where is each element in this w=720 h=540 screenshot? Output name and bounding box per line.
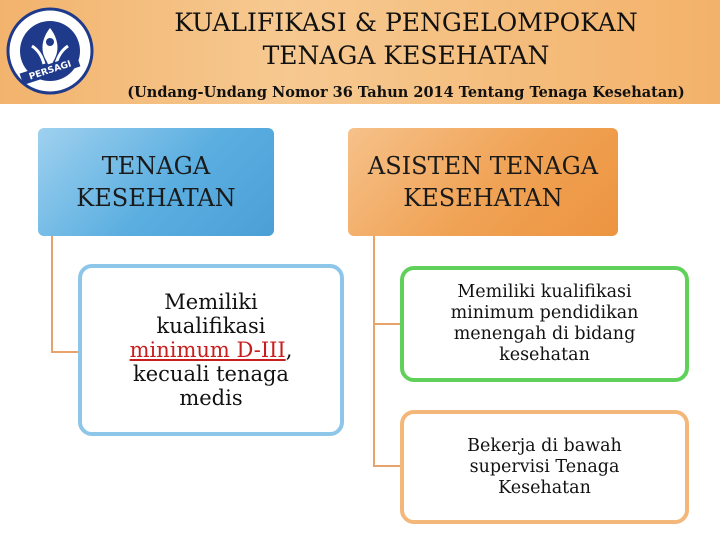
heading-left-line-2: KESEHATAN xyxy=(76,184,236,212)
heading-right-line-1: ASISTEN TENAGA xyxy=(367,152,599,180)
connector-right-2 xyxy=(374,324,400,466)
card-r1-line-4: kesehatan xyxy=(499,345,590,365)
card-r2-line-1: Bekerja di bawah xyxy=(467,435,622,456)
highlight-minimum-d3: minimum D-III xyxy=(129,338,286,362)
heading-tenaga-kesehatan xyxy=(38,128,274,236)
card-r2-line-3: Kesehatan xyxy=(498,477,591,498)
heading-right-line-2: KESEHATAN xyxy=(403,184,563,212)
heading-asisten-tenaga-kesehatan xyxy=(348,128,618,236)
card-left-line-4: kecuali tenaga xyxy=(133,362,289,386)
card-left-line-5: medis xyxy=(179,386,243,410)
card-r1-line-3: menengah di bidang xyxy=(453,324,636,344)
card-asisten-qualification xyxy=(400,266,689,382)
card-asisten-supervision xyxy=(400,410,689,524)
title-line-1: KUALIFIKASI & PENGELOMPOKAN xyxy=(174,8,638,37)
card-r1-line-1: Memiliki kualifikasi xyxy=(457,282,632,302)
connector-left xyxy=(52,236,78,352)
heading-left-line-1: TENAGA xyxy=(101,152,211,180)
card-left-comma: , xyxy=(285,338,293,362)
card-r1-line-2: minimum pendidikan xyxy=(450,303,639,323)
card-left-line-1: Memiliki xyxy=(164,290,258,314)
card-left-line-2: kualifikasi xyxy=(156,314,266,338)
card-tenaga-kesehatan-qualification xyxy=(78,264,344,436)
connector-right-1 xyxy=(374,236,400,324)
card-left-line-3 xyxy=(130,338,293,362)
title-line-2: TENAGA KESEHATAN xyxy=(262,41,550,70)
svg-text:PERSAGI: PERSAGI xyxy=(27,59,73,83)
page-subtitle: (Undang-Undang Nomor 36 Tahun 2014 Tentang Tenaga Kesehatan) xyxy=(127,84,685,101)
card-r2-line-2: supervisi Tenaga xyxy=(469,456,620,477)
